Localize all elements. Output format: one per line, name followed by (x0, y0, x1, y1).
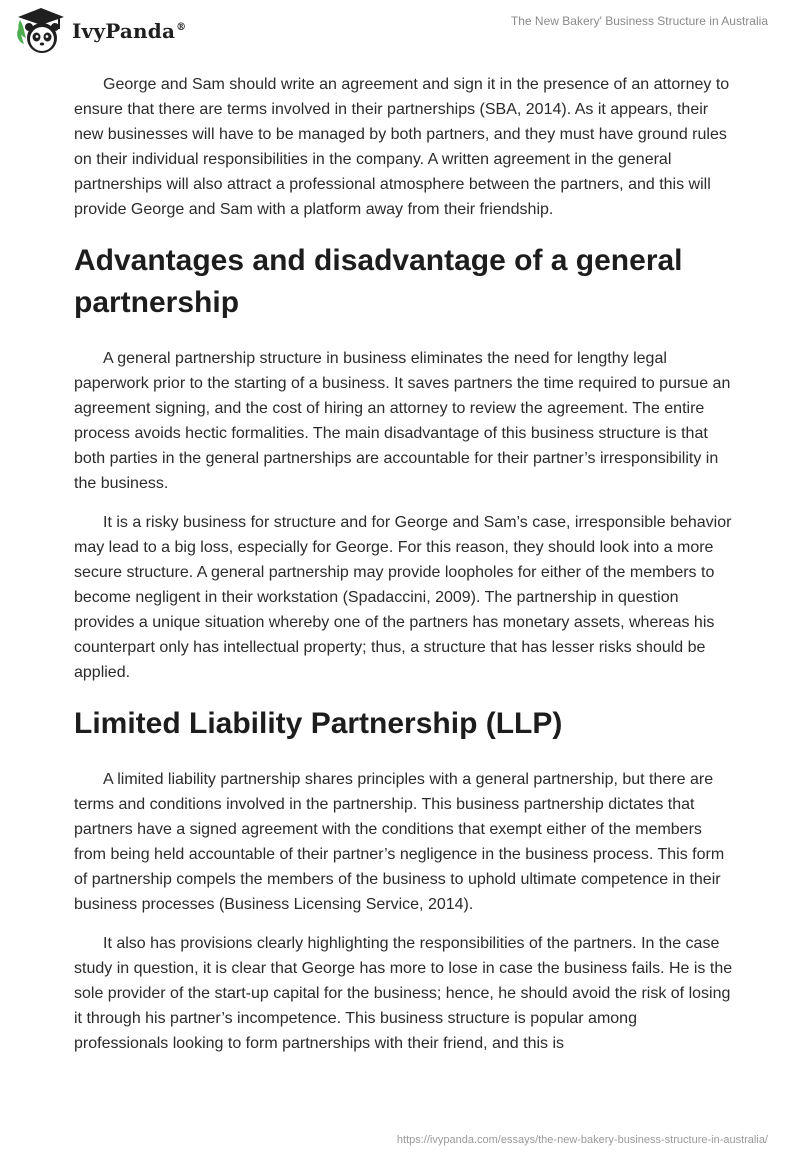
registered-mark: ® (176, 22, 187, 34)
heading-general-partnership: Advantages and disadvantage of a general partnership (74, 244, 683, 319)
paragraph-llp-principles: A limited liability partnership shares principles with a general partnership, but there are terms and conditions involved in the partnership. This business partnership dictates that partners have a signed agreement with the conditions that exempt either of the members from being held accountable of their partner’s negligence in the business process. This form of partnership compels the members of the business to uphold ultimate competence in their business processes (Business Licensing Service, 2014). (74, 771, 725, 913)
page-header (0, 0, 800, 60)
document-title: The New Bakery' Business Structure in Australia (510, 14, 768, 28)
essay-content (74, 72, 734, 1070)
brand-name-text: IvyPanda (72, 19, 176, 43)
heading-llp: Limited Liability Partnership (LLP) (74, 707, 563, 740)
paragraph-general-partnership-risks: It is a risky business for structure and for George and Sam’s case, irresponsible behavior may lead to a big loss, especially for George. For this reason, they should look into a more secure structure. A general partnership may provide loopholes for either of the members to become negligent in their workstation (Spadaccini, 2009). The partnership in question provides a unique situation whereby one of the partners has monetary assets, whereas his counterpart only has intellectual property; thus, a structure that has lesser risks should be applied. (74, 514, 732, 681)
paragraph-general-partnership-advantages: A general partnership structure in business eliminates the need for lengthy legal paperwork prior to the starting of a business. It saves partners the time required to pursue an agreement signing, and the cost of hiring an attorney to review the agreement. The entire process avoids hectic formalities. The main disadvantage of this business structure is that both parties in the general partnerships are accountable for their partner’s irresponsibility in the business. (74, 350, 731, 492)
paragraph-agreement: George and Sam should write an agreement and sign it in the presence of an attorney to ensure that there are terms involved in their partnerships (SBA, 2014). As it appears, their new businesses will have to be managed by both partners, and they must have ground rules on their individual responsibilities in the company. A written agreement in the general partnerships will also attract a professional atmosphere between the partners, and this will provide George and Sam with a platform away from their friendship. (74, 76, 730, 218)
brand-name (72, 19, 186, 43)
paragraph-llp-provisions: It also has provisions clearly highlighting the responsibilities of the partners. In the case study in question, it is clear that George has more to lose in case the business fails. He is the sole provider of the start-up capital for the business; hence, he should avoid the risk of losing it through his partner’s incompetence. This business structure is popular among professionals looking to form partnerships with their friend, and this is (74, 935, 733, 1052)
panda-logo-icon (14, 6, 68, 56)
ivypanda-logo[interactable] (14, 6, 186, 56)
footer-url-link[interactable]: https://ivypanda.com/essays/the-new-bakery-business-structure-in-australia/ (396, 1134, 768, 1146)
